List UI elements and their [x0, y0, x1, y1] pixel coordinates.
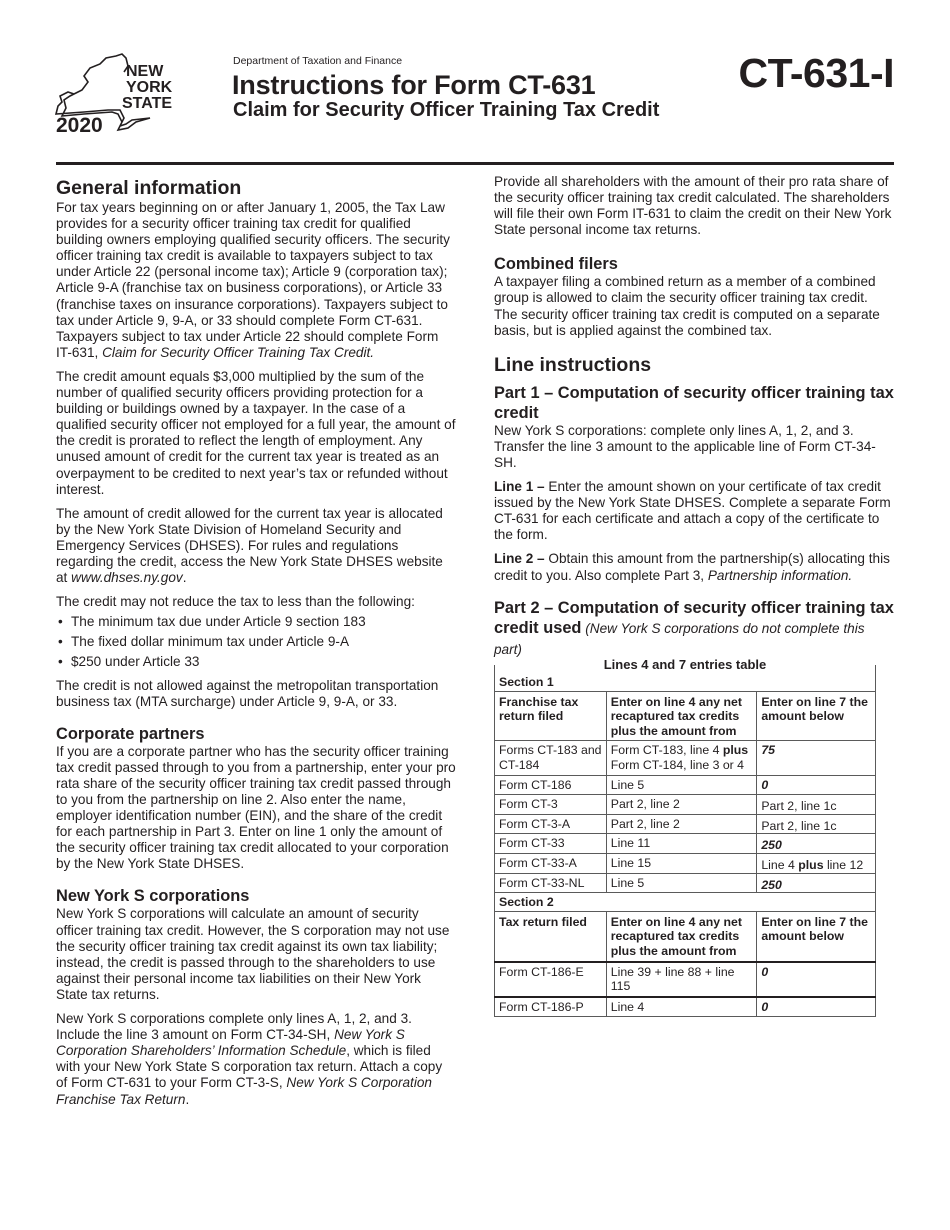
table-row: Form CT-33-NL Line 5 250: [495, 873, 876, 893]
table-row: Form CT-186-P Line 4 0: [495, 997, 876, 1017]
ny-s-corporations-section: [56, 886, 456, 1107]
department-name: Department of Taxation and Finance: [233, 55, 403, 67]
table-row: Form CT-33 Line 11 250: [495, 834, 876, 854]
page-subtitle: Claim for Security Officer Training Tax Credit: [233, 99, 660, 121]
column-header: Enter on line 7 the amount below: [757, 911, 876, 961]
svg-text:YORK: YORK: [126, 79, 173, 96]
table-row: Form CT-186 Line 5 0: [495, 775, 876, 795]
ny-s-corporations-heading: New York S corporations: [56, 887, 250, 906]
general-information-paragraph-3: The amount of credit allowed for the current tax year is allocated by the New York State Division of Homeland Security and Emergency Services (DHSES). For rules and regulations regarding the credit, access the New York State DHSES website at www.dhses.ny.gov.: [56, 505, 443, 586]
dhses-website-link[interactable]: www.dhses.ny.gov: [71, 570, 183, 586]
column-header: Enter on line 7 the amount below: [757, 691, 876, 741]
new-york-state-logo: [54, 52, 184, 134]
page-header: [0, 0, 950, 170]
column-header: Enter on line 4 any net recaptured tax credits plus the amount from: [606, 911, 757, 961]
line2-paragraph: Line 2 – Obtain this amount from the partnership(s) allocating this credit to you. Also complete Part 3, Partnership information.: [494, 551, 890, 583]
form-number: CT-631-I: [738, 50, 894, 96]
combined-filers-section: [494, 254, 894, 338]
general-information-paragraph-1: For tax years beginning on or after January 1, 2005, the Tax Law provides for a security officer training tax credit for qualified building owners employing qualified security officers. The security officer training tax credit is available to taxpayers subject to tax under Article 22 (personal income tax); Article 9 (corporation tax); Article 9-A (franchise tax on business corporations), or Article 33 (franchise taxes on insurance corporations). Taxpayers subject to tax under Article 9, 9-A, or 33 should complete Form CT-631. Taxpayers subject to tax under Article 22 should complete Form IT-631, Claim for Security Officer Training Tax Credit.: [56, 200, 450, 360]
general-information-heading: General information: [56, 177, 242, 199]
right-column: [494, 174, 894, 660]
shareholders-paragraph: Provide all shareholders with the amount of their pro rata share of the security officer training tax credit calculated. The shareholders will file their own Form IT-631 to claim the credit on their New York State personal income tax returns.: [494, 174, 892, 238]
svg-text:2020: 2020: [56, 114, 103, 134]
header-divider: [56, 162, 894, 165]
table-row: Form CT-3 Part 2, line 2 Part 2, line 1c: [495, 795, 876, 815]
section1-label: Section 1: [495, 665, 876, 691]
list-item: • $250 under Article 33: [56, 654, 456, 670]
corporate-partners-section: [56, 724, 456, 873]
line-instructions-heading: Line instructions: [494, 353, 652, 376]
part1-heading: Part 1 – Computation of security officer training tax credit: [494, 383, 894, 422]
svg-text:NEW: NEW: [126, 63, 164, 80]
table-row: Form CT-3-A Part 2, line 2 Part 2, line 1c: [495, 814, 876, 834]
minimum-tax-list: [56, 614, 456, 670]
table-caption: Lines 4 and 7 entries table: [494, 656, 876, 674]
general-information-paragraph-5: The credit is not allowed against the metropolitan transportation business tax (MTA surcharge) under Article 9, 9-A, or 33.: [56, 677, 439, 709]
entries-table: [494, 665, 876, 1017]
column-header: Franchise tax return filed: [495, 691, 607, 741]
corporate-partners-heading: Corporate partners: [56, 724, 205, 743]
general-information-paragraph-4: The credit may not reduce the tax to less than the following:: [56, 594, 415, 610]
corporate-partners-paragraph: If you are a corporate partner who has the security officer training tax credit passed through to you from a partnership, enter your pro rata share of the security officer training tax credit passed through to you from the partnership on line 2. Also enter the name, employer identification number (EIN), and the share of the credit for each partnership in Part 3. Enter on line 1 only the amount of the security officer training tax credit allocated to your corporation by the New York State DHSES.: [56, 743, 456, 872]
combined-filers-heading: Combined filers: [494, 255, 618, 274]
part2-note: (New York S corporations do not complete this part): [494, 620, 865, 657]
ny-s-corporations-paragraph-1: New York S corporations will calculate an amount of security officer training tax credit. However, the S corporation may not use the security officer training tax credit against its own tax liability; instead, the credit is passed through to the shareholders to use against their personal income tax liabilities on their New York State tax returns.: [56, 906, 450, 1002]
column-header: Enter on line 4 any net recaptured tax credits plus the amount from: [606, 691, 757, 741]
combined-filers-paragraph: A taxpayer filing a combined return as a member of a combined group is allowed to claim the security officer training tax credit. The security officer training tax credit is computed on a separate basis, but is applied against the combined tax.: [494, 274, 880, 338]
section2-label: Section 2: [495, 893, 876, 912]
column-header: Tax return filed: [495, 911, 607, 961]
table-row: Form CT-33-A Line 15 Line 4 plus line 12: [495, 853, 876, 873]
table-row: Forms CT-183 and CT-184 Form CT-183, line 4 plus Form CT-184, line 3 or 4 75: [495, 741, 876, 775]
table-row: Form CT-186-E Line 39 + line 88 + line 115 0: [495, 962, 876, 997]
ny-s-corporations-paragraph-2: New York S corporations complete only lines A, 1, 2, and 3. Include the line 3 amount on Form CT-34-SH, New York S Corporation Shareholders’ Information Schedule, which is filed with your New York State S corporation tax return. Attach a copy of Form CT-631 to your Form CT-3-S, New York S Corporation Franchise Tax Return.: [56, 1011, 443, 1107]
list-item: • The minimum tax due under Article 9 section 183: [56, 614, 456, 630]
general-information-section: [56, 176, 456, 710]
part2-heading: Part 2 – Computation of security officer training tax credit used (New York S corporations do not complete this part): [494, 598, 894, 657]
list-item: • The fixed dollar minimum tax under Article 9-A: [56, 634, 456, 650]
line1-paragraph: Line 1 – Enter the amount shown on your certificate of tax credit issued by the New York State DHSES. Complete a separate Form CT-631 for each certificate and attach a copy of the certificate to the form.: [494, 479, 891, 543]
svg-text:STATE: STATE: [122, 95, 173, 112]
page-title: Instructions for Form CT-631: [232, 70, 596, 100]
part1-paragraph: New York S corporations: complete only lines A, 1, 2, and 3. Transfer the line 3 amount to the applicable line of Form CT-34-SH.: [494, 422, 876, 470]
line-instructions-section: [494, 353, 894, 660]
left-column: [56, 174, 456, 1116]
general-information-paragraph-2: The credit amount equals $3,000 multiplied by the sum of the number of qualified security officers providing protection for a building or buildings owned by a taxpayer. In the case of a qualified security officer not employed for a full year, the amount of the credit is prorated to reflect the length of employment. Any unused amount of credit for the current tax year is treated as an overpayment to be credited to next year’s tax or refunded without interest.: [56, 368, 456, 497]
